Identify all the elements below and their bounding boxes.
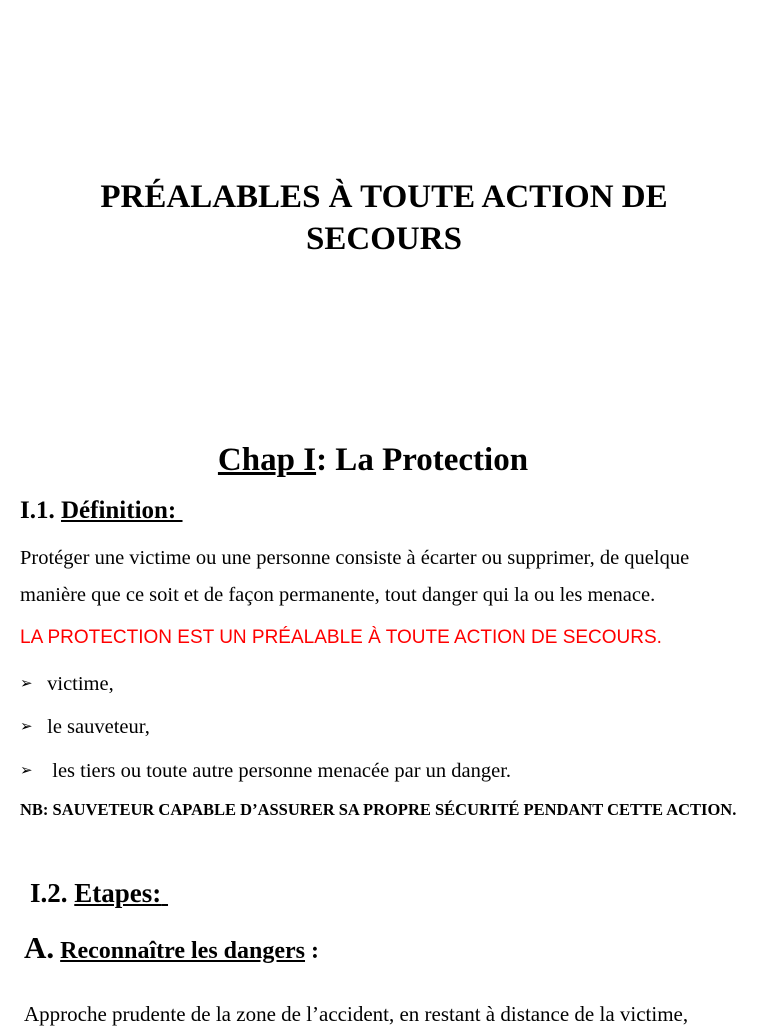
subsection-title: Reconnaître les dangers — [60, 938, 306, 964]
section-title: Définition: — [60, 497, 183, 524]
subsection-suffix: : — [305, 938, 320, 964]
section-title-trailing — [161, 878, 168, 908]
chapter-title: : La Protection — [316, 442, 529, 478]
arrow-bullet-icon: ➢ — [20, 674, 33, 692]
section-number: I.2. — [30, 878, 75, 908]
warning-statement: LA PROTECTION EST UN PRÉALABLE À TOUTE ACTION DE SECOURS. — [20, 627, 662, 648]
document-title — [0, 176, 768, 260]
definition-paragraph: Protéger une victime ou une personne consiste à écarter ou supprimer, de quelque manière que ce soit et de façon permanente, tout danger qui la ou les menace. — [20, 547, 690, 606]
list-item-text: le sauveteur, — [42, 716, 150, 738]
list-item — [20, 711, 150, 742]
list-item — [20, 668, 114, 699]
subsection-letter: A. — [24, 930, 55, 965]
section-number: I.1. — [20, 497, 61, 524]
subsection-heading — [24, 928, 319, 974]
list-item — [20, 755, 511, 786]
chapter-label: Chap I — [217, 442, 317, 478]
list-item-text: victime, — [42, 673, 114, 695]
nb-note: NB: SAUVETEUR CAPABLE D’ASSURER SA PROPRE SÉCURITÉ PENDANT CETTE ACTION. — [20, 800, 737, 819]
chapter-heading — [0, 438, 746, 482]
document-title-line-2: SECOURS — [306, 221, 462, 257]
arrow-bullet-icon: ➢ — [20, 717, 33, 735]
document-title-line-1: PRÉALABLES À TOUTE ACTION DE — [100, 179, 668, 215]
section-title: Etapes: — [74, 878, 162, 908]
list-item-text: les tiers ou toute autre personne menacée par un danger. — [42, 760, 512, 782]
section-heading-definition — [20, 494, 183, 528]
approach-paragraph: Approche prudente de la zone de l’accident, en restant à distance de la victime, — [24, 1002, 689, 1026]
section-heading-steps — [30, 875, 168, 911]
arrow-bullet-icon: ➢ — [20, 761, 33, 779]
